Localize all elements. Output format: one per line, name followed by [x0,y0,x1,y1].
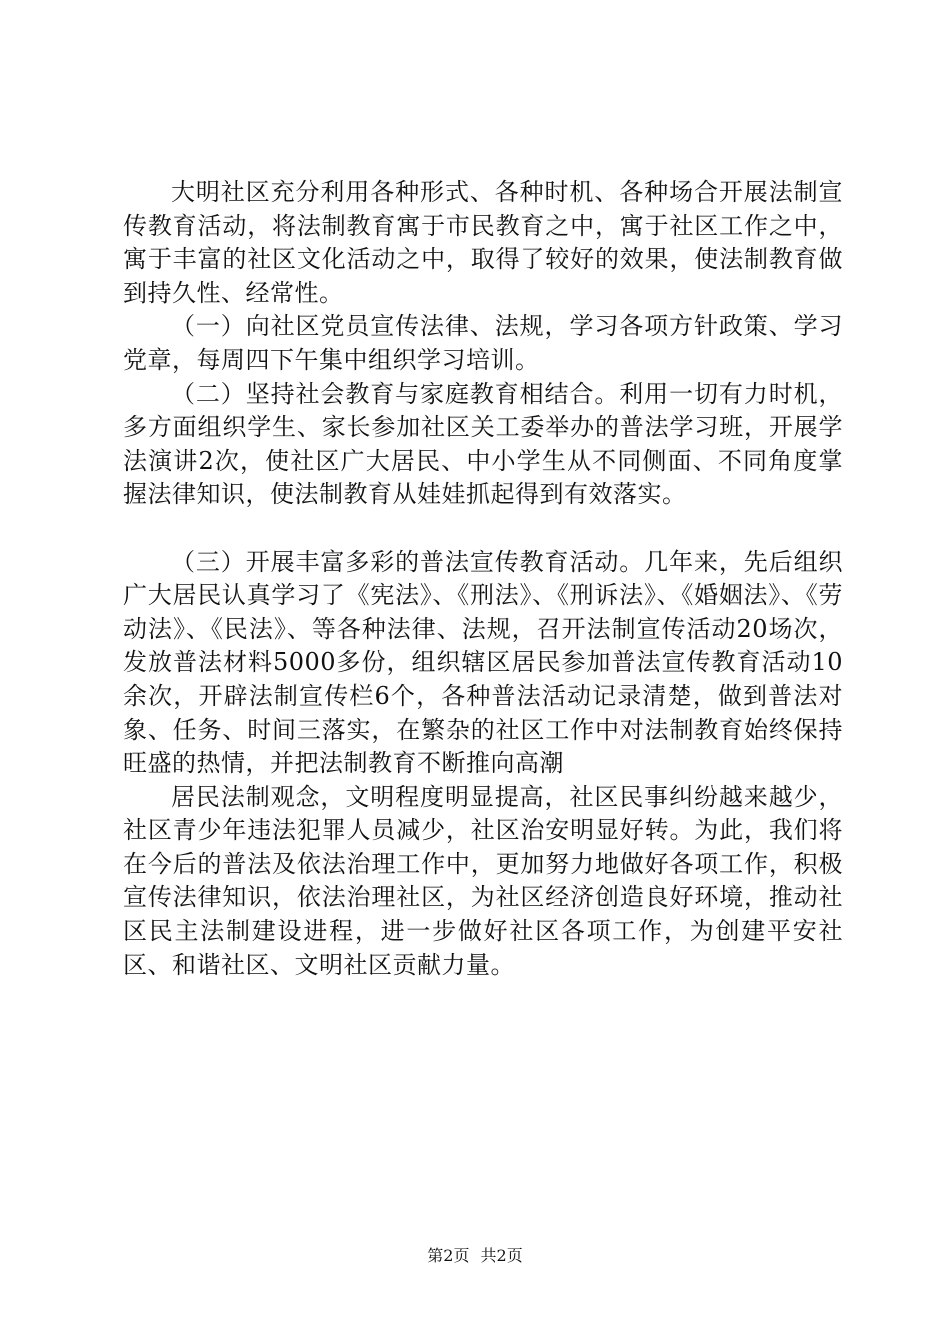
paragraph-conclusion: 居民法制观念，文明程度明显提高，社区民事纠纷越来越少，社区青少年违法犯罪人员减少，社区治安明显好转。为此，我们将在今后的普法及依法治理工作中，更加努力地做好各项工作，积极宣传法律知识，依法治理社区，为社区经济创造良好环境，推动社区民主法制建设进程，进一步做好社区各项工作，为创建平安社区、和谐社区、文明社区贡献力量。 [123,782,843,979]
page-footer [0,1244,950,1268]
document-body [123,176,843,982]
page-number-total: 共2页 [480,1246,523,1265]
paragraph-intro: 大明社区充分利用各种形式、各种时机、各种场合开展法制宣传教育活动，将法制教育寓于市民教育之中，寓于社区工作之中，寓于丰富的社区文化活动之中，取得了较好的效果，使法制教育做到持久性、经常性。 [123,178,843,307]
page-number-current: 第2页 [427,1246,470,1265]
paragraph-item-3: （三）开展丰富多彩的普法宣传教育活动。几年来，先后组织广大居民认真学习了《宪法》、《刑法》、《刑诉法》、《婚姻法》、《劳动法》、《民法》、等各种法律、法规，召开法制宣传活动20场次，发放普法材料5000多份，组织辖区居民参加普法宣传教育活动10余次，开辟法制宣传栏6个，各种普法活动记录清楚，做到普法对象、任务、时间三落实，在繁杂的社区工作中对法制教育始终保持旺盛的热情，并把法制教育不断推向高潮 [123,547,843,778]
paragraph-item-1: （一）向社区党员宣传法律、法规，学习各项方针政策、学习党章，每周四下午集中组织学习培训。 [123,312,843,374]
paragraph-item-2: （二）坚持社会教育与家庭教育相结合。利用一切有力时机，多方面组织学生、家长参加社区关工委举办的普法学习班，开展学法演讲2次，使社区广大居民、中小学生从不同侧面、不同角度掌握法律知识，使法制教育从娃娃抓起得到有效落实。 [123,379,843,509]
